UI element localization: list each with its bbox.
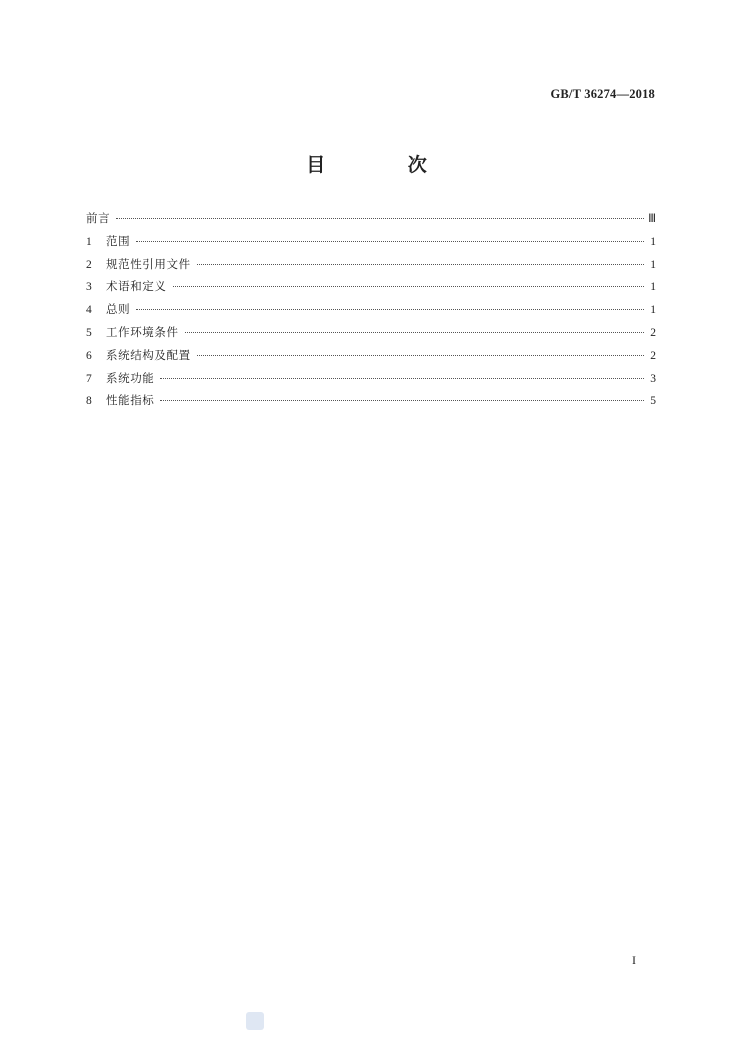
toc-entry-page: 1 xyxy=(650,235,656,248)
toc-entry-label: 性能指标 xyxy=(106,393,155,408)
toc-entry-label: 前言 xyxy=(86,211,111,225)
toc-entry-page: 1 xyxy=(650,304,656,317)
toc-leader-dots xyxy=(136,240,644,242)
toc-entry-page: 1 xyxy=(650,281,656,294)
toc-entry-5[interactable] xyxy=(86,321,656,344)
toc-entry-number: 3 xyxy=(86,281,92,294)
toc-leader-dots xyxy=(160,377,644,379)
toc-entry-number: 5 xyxy=(86,326,92,339)
toc-entry-page: 2 xyxy=(650,349,656,362)
toc-entry-number: 4 xyxy=(86,304,92,317)
toc-leader-dots xyxy=(197,263,644,265)
toc-entry-page: 2 xyxy=(650,326,656,339)
toc-entry-label: 范围 xyxy=(106,233,131,248)
toc-entry-number: 2 xyxy=(86,258,92,271)
toc-entry-page: 1 xyxy=(650,258,656,271)
toc-entry-6[interactable] xyxy=(86,344,656,367)
toc-entry-2[interactable] xyxy=(86,253,656,276)
toc-entry-8[interactable] xyxy=(86,389,656,412)
toc-entry-1[interactable] xyxy=(86,230,656,253)
toc-leader-dots xyxy=(160,399,644,401)
toc-leader-dots xyxy=(136,308,644,310)
toc-leader-dots xyxy=(185,331,644,333)
toc-leader-dots xyxy=(197,354,644,356)
toc-leader-dots xyxy=(116,217,644,219)
toc-entry-4[interactable] xyxy=(86,298,656,321)
toc-leader-dots xyxy=(173,285,645,287)
toc-entry-label: 术语和定义 xyxy=(106,279,167,294)
table-of-contents xyxy=(86,207,656,412)
toc-entry-label: 规范性引用文件 xyxy=(106,256,191,271)
page-title: 目 次 xyxy=(306,154,465,176)
page-number: I xyxy=(632,953,636,967)
toc-entry-number: 6 xyxy=(86,349,92,362)
toc-entry-number: 7 xyxy=(86,372,92,385)
standard-code: GB/T 36274—2018 xyxy=(550,87,655,101)
toc-entry-3[interactable] xyxy=(86,275,656,298)
toc-entry-page: Ⅲ xyxy=(648,213,656,225)
toc-entry-label: 系统结构及配置 xyxy=(106,347,191,362)
toc-entry-preface[interactable] xyxy=(86,207,656,230)
toc-entry-number: 8 xyxy=(86,395,92,408)
toc-entry-page: 3 xyxy=(650,372,656,385)
toc-entry-7[interactable] xyxy=(86,367,656,390)
toc-entry-label: 工作环境条件 xyxy=(106,324,179,339)
watermark-logo xyxy=(246,1012,264,1030)
toc-entry-number: 1 xyxy=(86,235,92,248)
toc-entry-page: 5 xyxy=(650,395,656,408)
toc-entry-label: 总则 xyxy=(106,302,131,317)
toc-entry-label: 系统功能 xyxy=(106,370,155,385)
